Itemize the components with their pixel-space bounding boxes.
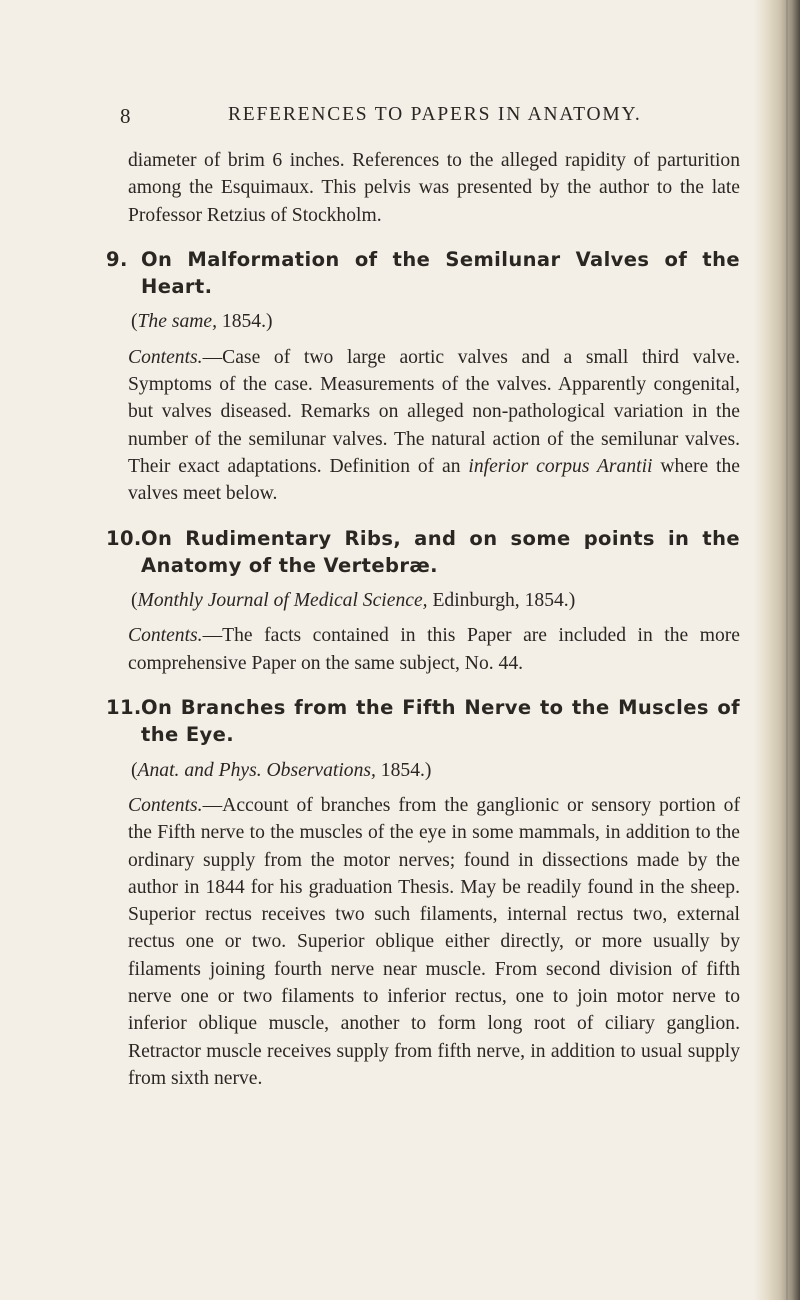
entry-heading: On Rudimentary Ribs, and on some points in the Anatomy of the Vertebræ. — [141, 526, 740, 577]
reference-source: The same, — [137, 311, 217, 333]
contents-italic-term: inferior corpus Arantii — [468, 455, 653, 477]
contents-label: Contents. — [128, 625, 203, 647]
entry-title — [106, 694, 740, 749]
reference-open: ( — [131, 759, 138, 781]
entry-reference — [128, 308, 740, 335]
entry-9 — [106, 246, 740, 508]
contents-text: —Case of two large aortic valves and a small third valve. Symptoms of the case. Measurements of the valves. Apparently congenital, but valves diseased. Remarks on alleged non-pathological variation in the number of the semilunar valves. The natural action of the semilunar valves. Their exact adaptations. Definition of an — [128, 346, 740, 477]
reference-source: Monthly Journal of Medical Science, — [137, 590, 428, 612]
entry-reference — [128, 587, 740, 614]
page-number: 8 — [120, 104, 132, 128]
entry-title — [106, 525, 740, 580]
page-content — [106, 147, 740, 1092]
entry-heading: On Branches from the Fifth Nerve to the Muscles of the Eye. — [141, 696, 740, 747]
page-header — [0, 104, 760, 134]
entry-title — [106, 246, 740, 301]
contents-text: —Account of branches from the ganglionic or sensory portion of the Fifth nerve to the muscles of the eye in some mammals, in addition to the ordinary supply from the motor nerves; found in dissections made by the author in 1844 for his graduation Thesis. May be readily found in the sheep. Superior rectus receives two such filaments, internal rectus two, external rectus one or two. Superior oblique either directly, or more usually by filaments joining fourth nerve near muscle. From second division of fifth nerve one or two filaments to inferior rectus, one to join motor nerve to inferior oblique muscle, another to form long root of ciliary ganglion. Retractor muscle receives supply from fifth nerve, in addition to usual supply from sixth nerve. — [128, 794, 740, 1089]
entry-heading: On Malformation of the Semilunar Valves of the Heart. — [141, 247, 740, 299]
contents-label: Contents. — [128, 794, 203, 816]
entry-contents — [128, 792, 740, 1092]
reference-open: ( — [131, 311, 138, 333]
entry-number: 10. — [106, 526, 142, 550]
entry-10 — [106, 525, 740, 677]
entry-reference — [128, 757, 740, 784]
page-edge-shadow — [754, 0, 800, 1300]
reference-tail: 1854.) — [217, 311, 273, 333]
running-title: REFERENCES TO PAPERS IN ANATOMY. — [228, 104, 642, 125]
reference-tail: Edinburgh, 1854.) — [427, 590, 576, 612]
entry-contents — [128, 622, 740, 677]
reference-open: ( — [131, 590, 138, 612]
entry-number: 11. — [106, 696, 142, 720]
entry-number: 9. — [106, 247, 128, 271]
reference-source: Anat. and Phys. Observations, — [137, 759, 376, 781]
intro-paragraph: diameter of brim 6 inches. References to the alleged rapidity of parturition among the Esquimaux. This pelvis was presented by the author to the late Professor Retzius of Stockholm. — [128, 150, 740, 226]
contents-text: —The facts contained in this Paper are included in the more comprehensive Paper on the same subject, No. 44. — [128, 625, 740, 674]
entry-11 — [106, 694, 740, 1092]
reference-tail: 1854.) — [375, 759, 432, 781]
entry-contents — [128, 344, 740, 508]
contents-label: Contents. — [128, 346, 203, 368]
contents-text-end: where the valves meet below. — [128, 455, 740, 505]
page-edge-line — [786, 0, 788, 1300]
